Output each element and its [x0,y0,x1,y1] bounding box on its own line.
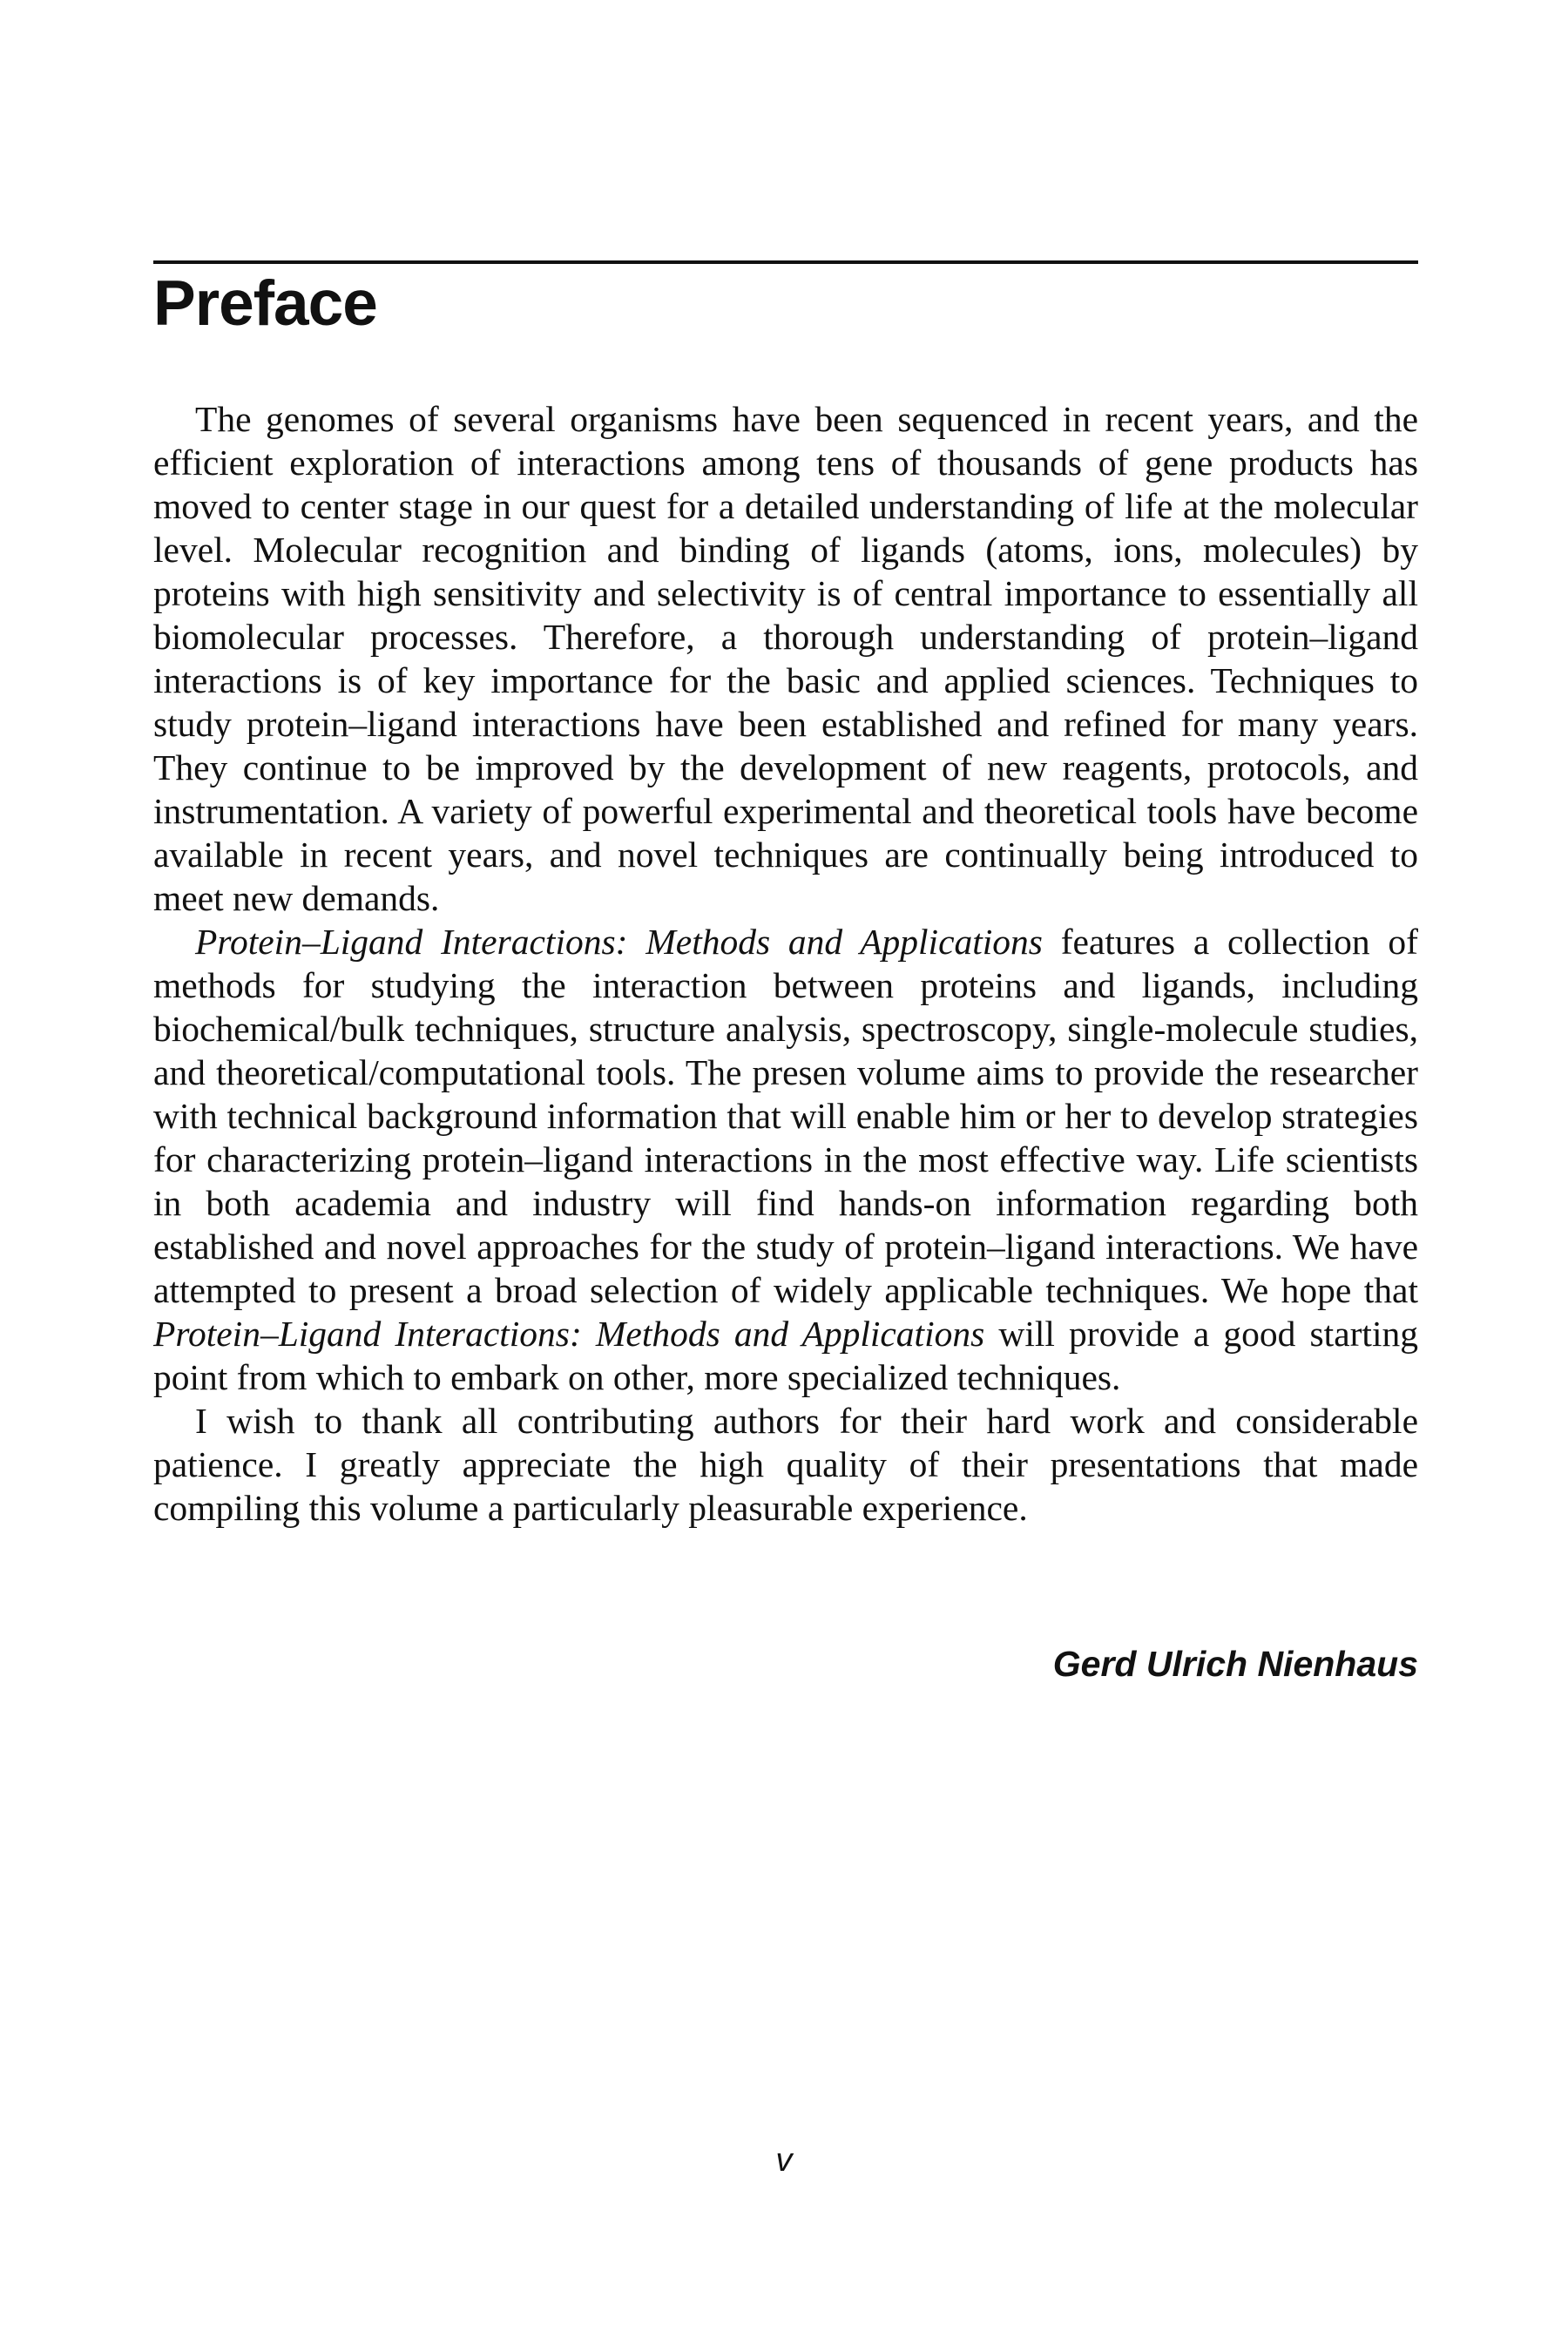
top-horizontal-rule [153,260,1418,264]
author-signature: Gerd Ulrich Nienhaus [1052,1644,1418,1684]
paragraph-1 [153,397,1418,920]
page-title: Preface [153,268,377,339]
preface-body [153,397,1418,1530]
paragraph-text: features a collection of methods for studying the interaction between proteins and ligands, including biochemical/bulk techniques, structure analysis, spectroscopy, single-molecule studies, and theoretical/computational tools. The presen volume aims to provide the researcher with technical background information that will enable him or her to develop strategies for characterizing protein–ligand interactions in the most effective way. Life scientists in both academia and industry will find hands-on information regarding both established and novel approaches for the study of protein–ligand interactions. We have attempted to present a broad selection of widely applicable techniques. We hope that [153,922,1418,1310]
book-title-italic: Protein–Ligand Interactions: Methods and Applications [153,1314,985,1354]
paragraph-2 [153,920,1418,1399]
book-title-italic: Protein–Ligand Interactions: Methods and Applications [195,922,1043,962]
paragraph-text: The genomes of several organisms have been sequenced in recent years, and the efficient exploration of interactions among tens of thousands of gene products has moved to center stage in our quest for a detailed understanding of life at the molecular level. Molecular recognition and binding of ligands (atoms, ions, molecules) by proteins with high sensitivity and selectivity is of central importance to essentially all biomolecular processes. Therefore, a thorough understanding of protein–ligand interactions is of key importance for the basic and applied sciences. Techniques to study protein–ligand interactions have been established and refined for many years. They continue to be improved by the development of new reagents, protocols, and instrumentation. A variety of powerful experimental and theoretical tools have become available in recent years, and novel techniques are continually being introduced to meet new demands. [153,399,1418,918]
page-number: v [775,2142,793,2179]
paragraph-3 [153,1399,1418,1530]
paragraph-text: will provide a good starting point from which to embark on other, more specialized techniques. [153,1314,1418,1397]
paragraph-text: I wish to thank all contributing authors for their hard work and considerable patience. I greatly appreciate the high quality of their presentations that made compiling this volume a particularly pleasurable experience. [153,1401,1418,1528]
